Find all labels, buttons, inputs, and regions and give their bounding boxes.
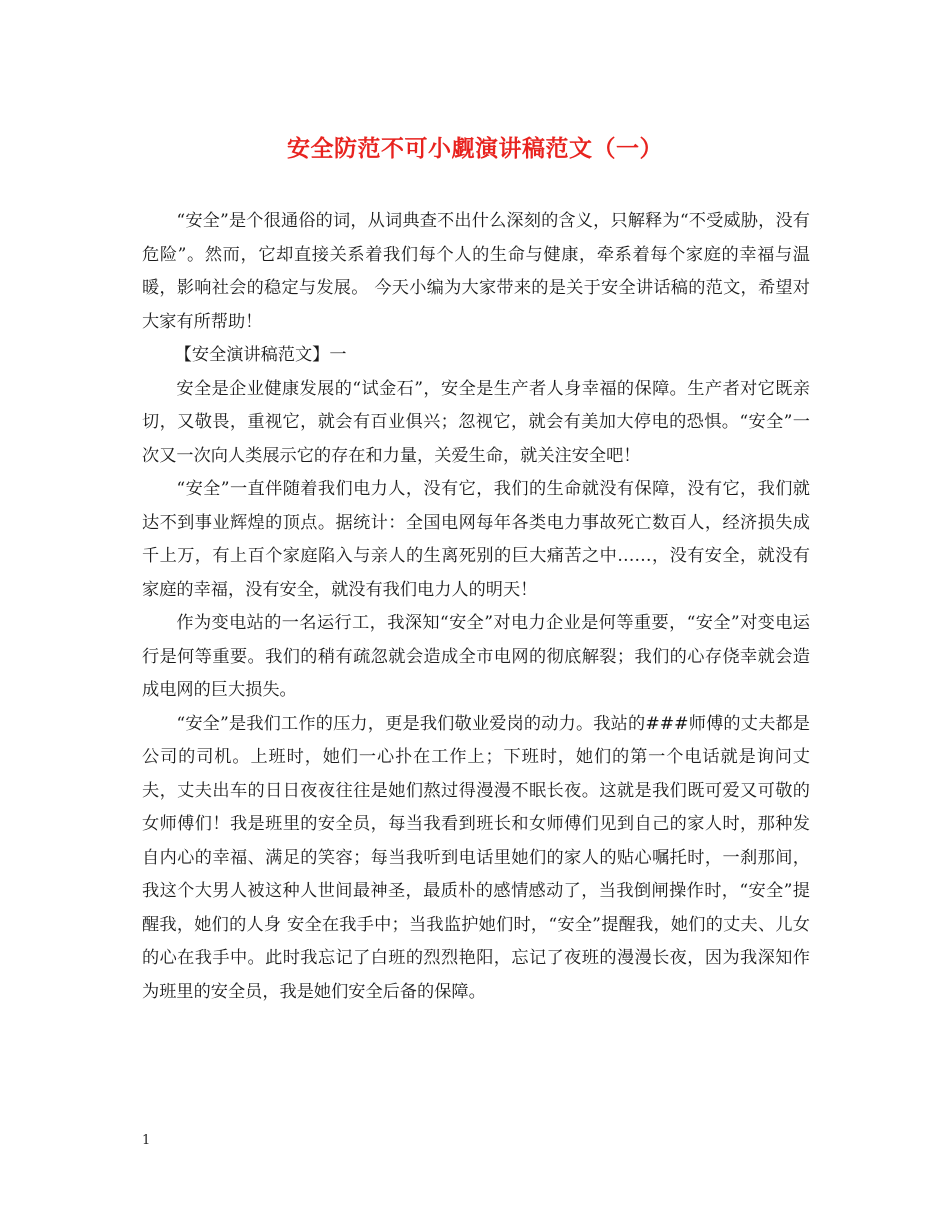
paragraph-2: “安全”一直伴随着我们电力人，没有它，我们的生命就没有保障，没有它，我们就达不到事业辉煌的顶点。据统计：全国电网每年各类电力事故死亡数百人，经济损失成千上万，有上百个家庭陷入与亲人的生离死别的巨大痛苦之中……，没有安全，就没有家庭的幸福，没有安全，就没有我们电力人的明天！ [142,479,810,600]
document-title: 安全防范不可小觑演讲稿范文（一） [287,136,663,162]
section-heading: 【安全演讲稿范文】一 [174,345,347,365]
paragraph-4: “安全”是我们工作的压力，更是我们敬业爱岗的动力。我站的###师傅的丈夫都是公司的司机。上班时，她们一心扑在工作上；下班时，她们的第一个电话就是询问丈夫，丈夫出车的日日夜夜往往是她们熬过得漫漫不眠长夜。这就是我们既可爱又可敬的女师傅们！我是班里的安全员，每当我看到班长和女师傅们见到自己的家人时，那种发自内心的幸福、满足的笑容；每当我听到电话里她们的家人的贴心嘱托时，一刹那间，我这个大男人被这种人世间最神圣，最质朴的感情感动了，当我倒闸操作时，“安全”提醒我，她们的人身 安全在我手中；当我监护她们时，“安全”提醒我，她们的丈夫、儿女的心在我手中。此时我忘记了白班的烈烈艳阳，忘记了夜班的漫漫长夜，因为我深知作为班里的安全员，我是她们安全后备的保障。 [142,713,810,1002]
document-body [142,205,810,1009]
paragraph-3: 作为变电站的一名运行工，我深知“安全”对电力企业是何等重要，“安全”对变电运行是何等重要。我们的稍有疏忽就会造成全市电网的彻底解裂；我们的心存侥幸就会造成电网的巨大损失。 [142,613,810,700]
paragraph-intro: “安全”是个很通俗的词，从词典查不出什么深刻的含义，只解释为“不受威胁，没有危险”。然而，它却直接关系着我们每个人的生命与健康，牵系着每个家庭的幸福与温暖，影响社会的稳定与发展。 今天小编为大家带来的是关于安全讲话稿的范文，希望对大家有所帮助！ [142,211,810,332]
page-number: 1 [142,1133,151,1148]
paragraph-1: 安全是企业健康发展的“试金石”，安全是生产者人身幸福的保障。生产者对它既亲切，又敬畏，重视它，就会有百业俱兴；忽视它，就会有美加大停电的恐惧。“安全”一次又一次向人类展示它的存在和力量，关爱生命，就关注安全吧！ [142,378,810,466]
